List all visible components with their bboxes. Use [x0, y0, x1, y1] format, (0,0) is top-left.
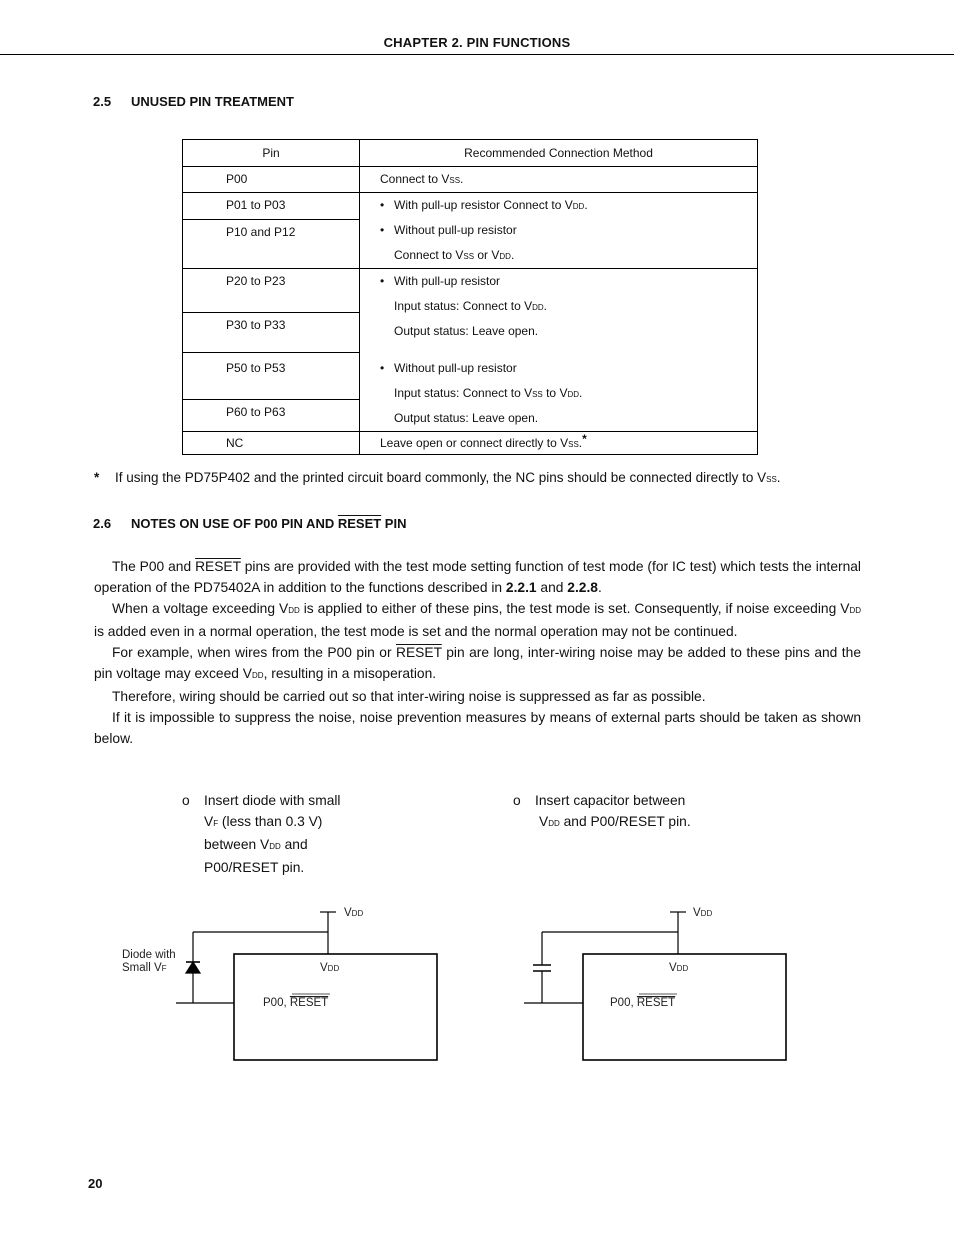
- footnote-text: If using the PD75P402 and the printed circuit board commonly, the NC pins should be connected directly to V: [115, 470, 767, 485]
- col-pin-header: Pin: [183, 140, 360, 167]
- diode-label-vf: Small VF: [122, 962, 167, 974]
- method-cell: Leave open or connect directly to VSS.*: [380, 432, 587, 450]
- chapter-header: CHAPTER 2. PIN FUNCTIONS: [383, 35, 571, 50]
- section-2-6-heading: 2.6 NOTES ON USE OF P00 PIN AND RESET PIN: [93, 516, 407, 531]
- section-number: 2.5: [93, 94, 112, 109]
- pin-cell: P30 to P33: [226, 318, 286, 333]
- paragraph: Therefore, wiring should be carried out so that inter-wiring noise is suppressed as far as possible.: [112, 689, 706, 704]
- diode-circuit: [176, 912, 437, 1060]
- footnote-mark: *: [94, 470, 100, 485]
- section-title: UNUSED PIN TREATMENT: [131, 94, 294, 109]
- paragraph: When a voltage exceeding VDD is applied to either of these pins, the test mode is set. Consequently, if noise exceeding VDD is added even in a normal operation, the test mode is set and the normal operation may not be continued.: [94, 601, 861, 639]
- pin-cell: P01 to P03: [226, 198, 286, 212]
- col-method-header: Recommended Connection Method: [360, 140, 758, 167]
- method-cell: • With pull-up resistor Connect to VDD. • Without pull-up resistor Connect to VSS or VDD.: [360, 193, 758, 269]
- pin-label: P00, RESET: [263, 997, 329, 1009]
- diode-label: Diode with: [122, 949, 176, 961]
- vdd-terminal-label: VDD: [344, 907, 364, 919]
- section-number: 2.6: [93, 516, 112, 531]
- paragraph: The P00 and RESET pins are provided with the test mode setting function of test mode (for IC test) which tests the internal operation of the PD75402A in addition to the functions described in 2.2.1 and 2.2.8.: [94, 559, 862, 595]
- vdd-chip-label: VDD: [669, 962, 689, 974]
- method-cell: • With pull-up resistor Input status: Connect to VDD. Output status: Leave open. • Without pull-up resistor Input status: Connect to VSS to VDD. Output status: Leave open.: [360, 269, 758, 432]
- pin-cell: P50 to P53: [226, 361, 286, 376]
- page-number: 20: [88, 1176, 103, 1191]
- paragraph: For example, when wires from the P00 pin or RESET pin are long, inter-wiring noise may be added to these pins and the pin voltage may exceed VDD, resulting in a misoperation.: [94, 645, 861, 681]
- option-capacitor: o Insert capacitor between VDD and P00/RESET pin.: [513, 793, 691, 829]
- method-cell: Connect to VSS.: [380, 172, 464, 186]
- pin-cell: P20 to P23: [226, 274, 286, 288]
- pin-cell: P10 and P12: [226, 225, 296, 239]
- pin-label: P00, RESET: [610, 997, 676, 1009]
- pin-cell: P00: [226, 172, 248, 186]
- pin-cell: P60 to P63: [226, 405, 286, 420]
- paragraph: If it is impossible to suppress the noise, noise prevention measures by means of external parts should be taken as shown below.: [94, 710, 861, 746]
- vdd-terminal-label: VDD: [693, 907, 713, 919]
- option-diode: o Insert diode with small VF (less than 0.3 V) between VDD and P00/RESET pin.: [182, 793, 341, 875]
- capacitor-circuit: [524, 912, 786, 1060]
- pin-cell: NC: [226, 436, 244, 450]
- vdd-chip-label: VDD: [320, 962, 340, 974]
- footnote: * If using the PD75P402 and the printed circuit board commonly, the NC pins should be connected directly to VSS.: [94, 470, 781, 485]
